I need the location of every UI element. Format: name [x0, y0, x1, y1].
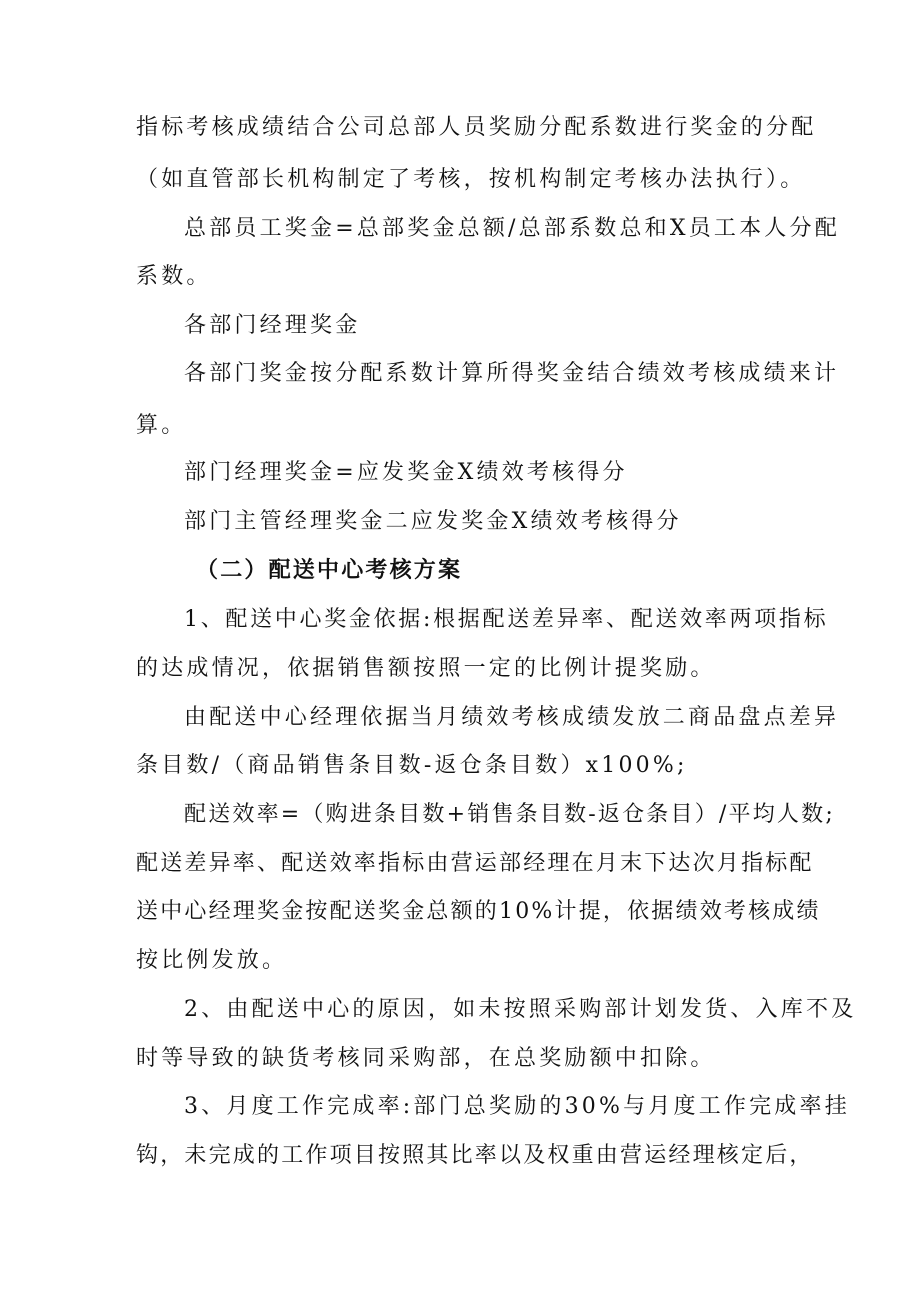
paragraph-line: （如直管部长机构制定了考核，按机构制定考核办法执行）。 [136, 167, 806, 192]
formula-line: 条目数/（商品销售条目数-返仓条目数）x100%; [136, 753, 688, 778]
paragraph-line: 的达成情况，依据销售额按照一定的比例计提奖励。 [136, 656, 716, 681]
paragraph-line: 各部门奖金按分配系数计算所得奖金结合绩效考核成绩来计 [184, 361, 840, 386]
paragraph-line: 总部员工奖金=总部奖金总额/总部系数总和X员工本人分配 [184, 216, 840, 241]
paragraph-line: 3、月度工作完成率:部门总奖励的30%与月度工作完成率挂 [184, 1094, 850, 1119]
section-heading: （二）配送中心考核方案 [196, 558, 463, 583]
paragraph-line: 配送差异率、配送效率指标由营运部经理在月末下达次月指标配 [136, 851, 814, 876]
paragraph-line: 由配送中心经理依据当月绩效考核成绩发放二商品盘点差异 [184, 705, 840, 730]
paragraph-line: 系数。 [136, 264, 212, 289]
formula-line: 部门主管经理奖金二应发奖金X绩效考核得分 [184, 509, 682, 534]
paragraph-line: 时等导致的缺货考核同采购部，在总奖励额中扣除。 [136, 1046, 716, 1071]
paragraph-line: 算。 [136, 413, 187, 438]
paragraph-line: 按比例发放。 [136, 948, 288, 973]
paragraph-line: 钩，未完成的工作项目按照其比率以及权重由营运经理核定后， [136, 1143, 814, 1168]
paragraph-line: 1、配送中心奖金依据:根据配送差异率、配送效率两项指标 [184, 607, 829, 632]
formula-line: 部门经理奖金=应发奖金X绩效考核得分 [184, 460, 628, 485]
paragraph-line: 指标考核成绩结合公司总部人员奖励分配系数进行奖金的分配 [136, 115, 817, 140]
paragraph-line: 2、由配送中心的原因，如未按照采购部计划发货、入库不及 [184, 997, 857, 1022]
section-subtitle: 各部门经理奖金 [184, 313, 361, 338]
paragraph-line: 送中心经理奖金按配送奖金总额的10%计提，依据绩效考核成绩 [136, 899, 821, 924]
formula-line: 配送效率=（购进条目数+销售条目数-返仓条目）/平均人数; [184, 802, 835, 827]
